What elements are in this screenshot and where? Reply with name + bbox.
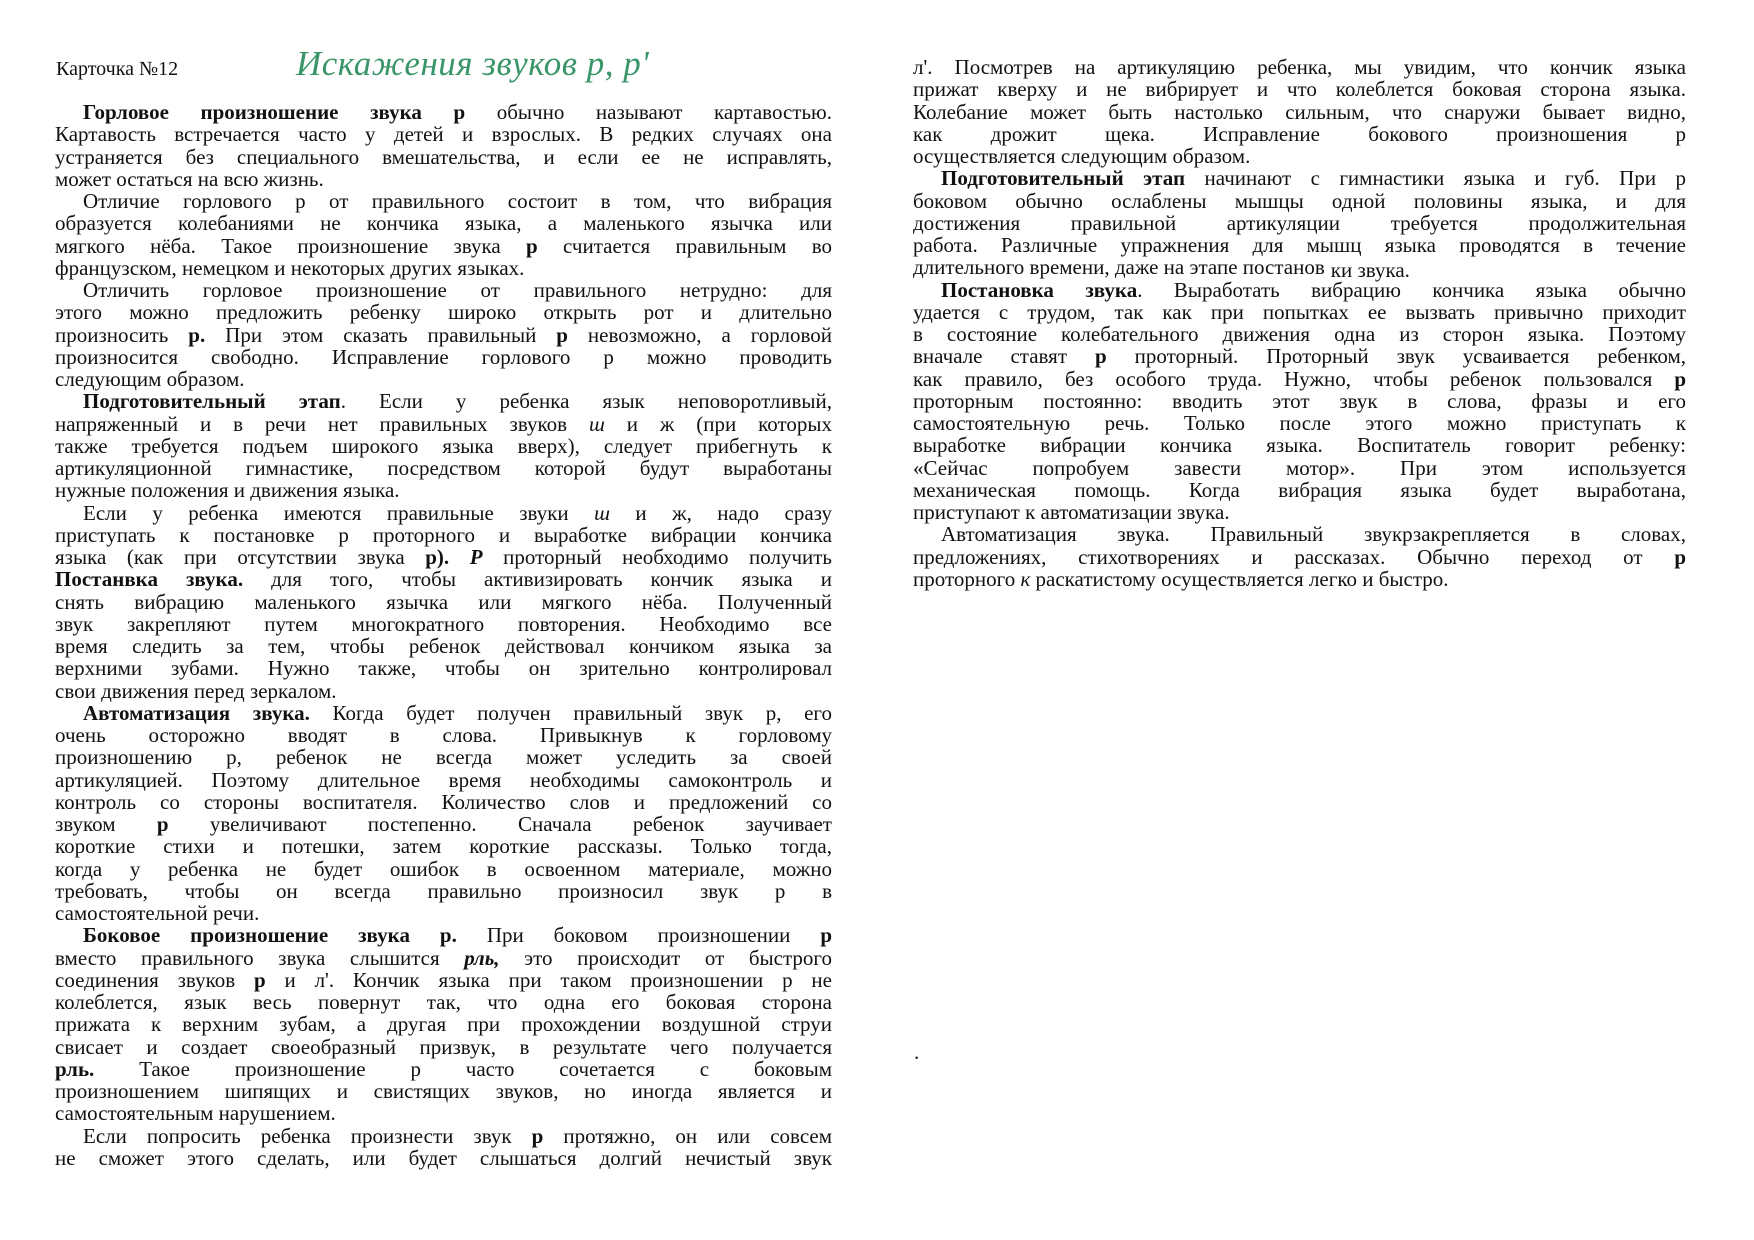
text-run: соединения звуков — [55, 967, 254, 992]
text-line — [913, 345, 1686, 367]
bold-text: Боковое произношение звука р. — [83, 923, 457, 948]
text-run: начинают с гимнастики языка и губ. При р — [1185, 166, 1686, 191]
text-line — [55, 769, 832, 791]
text-line — [55, 502, 832, 524]
text-line — [55, 991, 832, 1013]
text-run: свисает и создает своеобразный призвук, в результате чего получается — [55, 1034, 832, 1059]
text-run: может остаться на всю жизнь. — [55, 166, 324, 191]
text-line — [55, 235, 832, 257]
text-line — [55, 257, 832, 279]
bold-text: р. — [188, 322, 206, 347]
text-run: прижат кверху и не вибрирует и что колеблется боковая сторона языка. — [913, 77, 1686, 102]
text-line — [55, 101, 832, 123]
bold-text: р — [556, 322, 568, 347]
text-run: прижата к верхним зубам, а другая при прохождении воздушной струи — [55, 1012, 832, 1037]
bold-text: Подготовительный этап — [83, 389, 341, 414]
text-line — [55, 924, 832, 946]
text-run: верхними зубами. Нужно также, чтобы он зрительно контролировал — [55, 656, 832, 681]
text-line — [913, 323, 1686, 345]
text-line — [55, 346, 832, 368]
text-run: протяжно, он или совсем — [543, 1123, 833, 1148]
text-line — [55, 435, 832, 457]
text-line — [55, 791, 832, 813]
text-run: обычно называют картавостью. — [465, 100, 832, 124]
text-line — [55, 368, 832, 390]
text-run: . Если у ребенка язык неповоротливый, — [340, 389, 832, 414]
text-run: контроль со стороны воспитателя. Количество слов и предложений со — [55, 789, 832, 814]
text-run: также требуется подъем широкого языка вверх), следует прибегнуть к — [55, 433, 832, 458]
text-line — [913, 568, 1686, 590]
text-run: образуется колебаниями не кончика языка, а маленького язычка или — [55, 211, 832, 236]
text-line — [913, 546, 1686, 568]
text-run: для того, чтобы активизировать кончик языка и — [243, 567, 832, 592]
text-line — [913, 434, 1686, 456]
text-run: звук закрепляют путем многократного повторения. Необходимо все — [55, 611, 832, 636]
text-run: требовать, чтобы он всегда правильно произносил звук р в — [55, 878, 832, 903]
text-run: и ж, надо сразу — [609, 500, 832, 525]
text-run: это происходит от быстрого — [499, 945, 832, 970]
text-line — [913, 56, 1686, 78]
text-run: удается с трудом, так как при попытках ее вызвать привычно приходит — [913, 299, 1686, 324]
text-line — [55, 123, 832, 145]
text-line — [55, 413, 832, 435]
text-line — [55, 902, 832, 924]
text-run: проторным постоянно: вводить этот звук в слова, фразы и его — [913, 388, 1686, 413]
page-title: Искажения звуков р, р' — [296, 44, 650, 83]
text-line — [55, 635, 832, 657]
bold-text: р — [1094, 344, 1107, 369]
text-line — [55, 390, 832, 412]
text-line — [913, 167, 1686, 189]
text-run: звуком — [55, 812, 157, 836]
text-line — [55, 613, 832, 635]
text-run: произношением шипящих и свистящих звуков, но иногда является и — [55, 1079, 832, 1103]
text-run: свои движения перед зеркалом. — [55, 678, 337, 703]
text-line — [55, 835, 832, 857]
text-line — [55, 702, 832, 724]
bold-text: р — [1674, 544, 1686, 569]
text-line — [55, 212, 832, 234]
text-line — [913, 479, 1686, 501]
text-line — [55, 680, 832, 702]
text-run: как правило, без особого труда. Нужно, чтобы ребенок пользовался — [913, 366, 1675, 391]
bold-text: р). — [425, 545, 450, 569]
text-line — [913, 234, 1686, 256]
text-run: При этом сказать правильный — [205, 322, 557, 347]
bold-text: рль, — [464, 945, 500, 970]
bold-text: рль. — [55, 1056, 95, 1081]
text-run: приступать к постановке р проторного и выработке вибрации кончика — [55, 522, 832, 547]
bold-text: Горловое произношение звука р — [83, 100, 466, 124]
text-line — [55, 657, 832, 679]
bold-text: р — [156, 812, 169, 836]
text-run: когда у ребенка не будет ошибок в освоенном материале, можно — [55, 856, 832, 881]
text-run: проторный. Проторный звук усваивается ребенком, — [1106, 344, 1686, 369]
text-run: Колебание может быть настолько сильным, что снаружи бывает видно, — [913, 99, 1686, 124]
text-line — [913, 501, 1686, 523]
text-run: Автоматизация звука. Правильный звукрзакрепляется в словах, — [941, 522, 1686, 547]
text-run: работа. Различные упражнения для мышц языка проводятся в течение — [913, 233, 1686, 257]
text-run: При боковом произношении — [456, 923, 821, 948]
text-line — [55, 1102, 832, 1124]
left-column-text — [55, 101, 832, 1169]
text-run: произносится свободно. Исправление горлового р можно проводить — [55, 344, 832, 369]
text-line — [55, 324, 832, 346]
bold-text: р — [1674, 366, 1686, 391]
text-run: следующим образом. — [55, 367, 245, 391]
text-run: предложениях, стихотворениях и рассказах. Обычно переход от — [913, 544, 1675, 569]
bold-text: р — [531, 1123, 544, 1148]
bold-text: Постановка звука — [941, 277, 1138, 302]
text-run: Если попросить ребенка произнести звук — [83, 1123, 532, 1148]
text-run: короткие стихи и потешки, затем короткие рассказы. Только тогда, — [55, 834, 832, 859]
text-run: считается правильным во — [537, 233, 832, 258]
text-line — [55, 1125, 832, 1147]
text-line — [55, 1147, 832, 1169]
bold-text: Автоматизация звука. — [83, 700, 310, 725]
text-line — [55, 591, 832, 613]
text-run: вместо правильного звука слышится — [55, 945, 465, 970]
text-run: самостоятельным нарушением. — [55, 1101, 336, 1126]
text-run: устраняется без специального вмешательства, и если ее не исправлять, — [55, 144, 832, 169]
text-line — [913, 78, 1686, 100]
text-line — [913, 279, 1686, 301]
text-run: достижения правильной артикуляции требуется продолжительная — [913, 210, 1686, 235]
text-run: проторный необходимо получить — [482, 545, 833, 569]
text-run: самостоятельную речь. Только после этого можно приступать к — [913, 411, 1686, 435]
bold-text: Подготовительный этап — [941, 166, 1186, 191]
text-run: и ж (при которых — [604, 411, 832, 436]
text-run: «Сейчас попробуем завести мотор». При этом используется — [913, 455, 1686, 480]
bold-text: Р — [469, 545, 483, 569]
text-line — [55, 1080, 832, 1102]
italic-text: ш — [588, 411, 605, 436]
italic-text: к — [1020, 566, 1031, 591]
text-line — [55, 190, 832, 212]
text-line — [55, 279, 832, 301]
italic-text: ш — [594, 500, 610, 525]
text-run: невозможно, а горловой — [567, 322, 832, 347]
text-line — [913, 412, 1686, 434]
text-line — [913, 255, 1686, 283]
text-line — [55, 546, 832, 568]
text-run: снять вибрацию маленького язычка или мягкого нёба. Полученный — [55, 589, 832, 614]
text-run: нужные положения и движения языка. — [55, 478, 400, 503]
text-run: самостоятельной речи. — [55, 901, 260, 925]
text-line — [55, 1036, 832, 1058]
text-line — [55, 1058, 832, 1080]
text-line — [913, 190, 1686, 212]
bold-text: р — [253, 967, 266, 992]
text-line — [55, 724, 832, 746]
text-run: мягкого нёба. Такое произношение звука — [55, 233, 526, 258]
text-line — [55, 479, 832, 501]
text-line — [913, 390, 1686, 412]
text-run: французском, немецком и некоторых других языках. — [55, 255, 525, 280]
text-run — [449, 545, 470, 569]
text-run: . Выработать вибрацию кончика языка обычно — [1137, 277, 1686, 302]
text-run: длительного времени, даже на этапе постанов — [913, 255, 1325, 280]
text-run: произношению р, ребенок не всегда может уследить за своей — [55, 745, 832, 770]
text-run: как дрожит щека. Исправление бокового произношения р — [913, 121, 1686, 146]
text-line — [913, 101, 1686, 123]
text-run: произносить — [55, 322, 189, 347]
text-run: проторного — [913, 566, 1021, 591]
text-run: напряженный и в речи нет правильных звуков — [55, 411, 589, 436]
bold-text: р — [526, 233, 538, 258]
text-run: этого можно предложить ребенку широко открыть рот и длительно — [55, 300, 832, 325]
text-run: боковом обычно ослаблены мышцы одной половины языка, и для — [913, 188, 1686, 213]
text-line — [913, 457, 1686, 479]
bold-text: Постанвка звука. — [55, 567, 244, 592]
text-run: Отличить горловое произношение от правильного нетрудно: для — [83, 278, 832, 302]
text-line — [913, 212, 1686, 234]
text-run: приступают к автоматизации звука. — [913, 500, 1230, 524]
overlapping-text-fragment: ки звука. — [1330, 258, 1410, 283]
bold-text: р — [820, 923, 832, 948]
text-run: Если у ребенка имеются правильные звуки — [83, 500, 595, 525]
stray-dot: . — [914, 1040, 920, 1064]
text-run: языка (как при отсутствии звука — [55, 545, 426, 569]
text-line — [55, 524, 832, 546]
text-run: время следить за тем, чтобы ребенок действовал кончиком языка за — [55, 634, 832, 658]
text-line — [55, 1013, 832, 1035]
text-line — [55, 146, 832, 168]
card-number: Карточка №12 — [56, 58, 179, 80]
text-run: колеблется, язык весь повернут так, что одна его боковая сторона — [55, 990, 832, 1014]
text-line — [913, 145, 1686, 167]
text-line — [55, 746, 832, 768]
text-run: увеличивают постепенно. Сначала ребенок заучивает — [168, 812, 832, 836]
text-line — [55, 969, 832, 991]
text-run: раскатистому осуществляется легко и быстро. — [1030, 566, 1449, 591]
text-run: Отличие горлового р от правильного состоит в том, что вибрация — [83, 189, 832, 213]
text-run: осуществляется следующим образом. — [913, 144, 1251, 168]
text-run: Когда будет получен правильный звук р, его — [309, 700, 832, 725]
text-run: выработке вибрации кончика языка. Воспитатель говорит ребенку: — [913, 433, 1686, 458]
text-line — [55, 947, 832, 969]
text-run: Такое произношение р часто сочетается с боковым — [94, 1056, 832, 1081]
text-line — [55, 568, 832, 590]
text-run: л'. Посмотрев на артикуляцию ребенка, мы увидим, что кончик языка — [913, 55, 1686, 79]
text-run: Картавость встречается часто у детей и взрослых. В редких случаях она — [55, 122, 832, 147]
text-run: и л'. Кончик языка при таком произношении р не — [265, 967, 832, 992]
text-run: артикуляцией. Поэтому длительное время необходимы самоконтроль и — [55, 767, 832, 792]
text-line — [913, 301, 1686, 323]
text-line — [913, 123, 1686, 145]
text-line — [55, 813, 832, 835]
text-line — [55, 880, 832, 902]
text-run: очень осторожно вводят в слова. Привыкнув к горловому — [55, 723, 832, 747]
text-line — [913, 368, 1686, 390]
text-run: не сможет этого сделать, или будет слышаться долгий нечистый звук — [55, 1145, 832, 1170]
text-line — [55, 168, 832, 190]
text-line — [55, 858, 832, 880]
right-column-text — [913, 56, 1686, 590]
text-run: в состояние колебательного движения одна из сторон языка. Поэтому — [913, 322, 1686, 346]
text-run: механическая помощь. Когда вибрация языка будет выработана, — [913, 477, 1686, 502]
text-line — [913, 523, 1686, 545]
text-line — [55, 457, 832, 479]
text-run: вначале ставят — [913, 344, 1095, 369]
text-line — [55, 301, 832, 323]
text-run: артикуляционной гимнастике, посредством которой будут выработаны — [55, 456, 832, 480]
